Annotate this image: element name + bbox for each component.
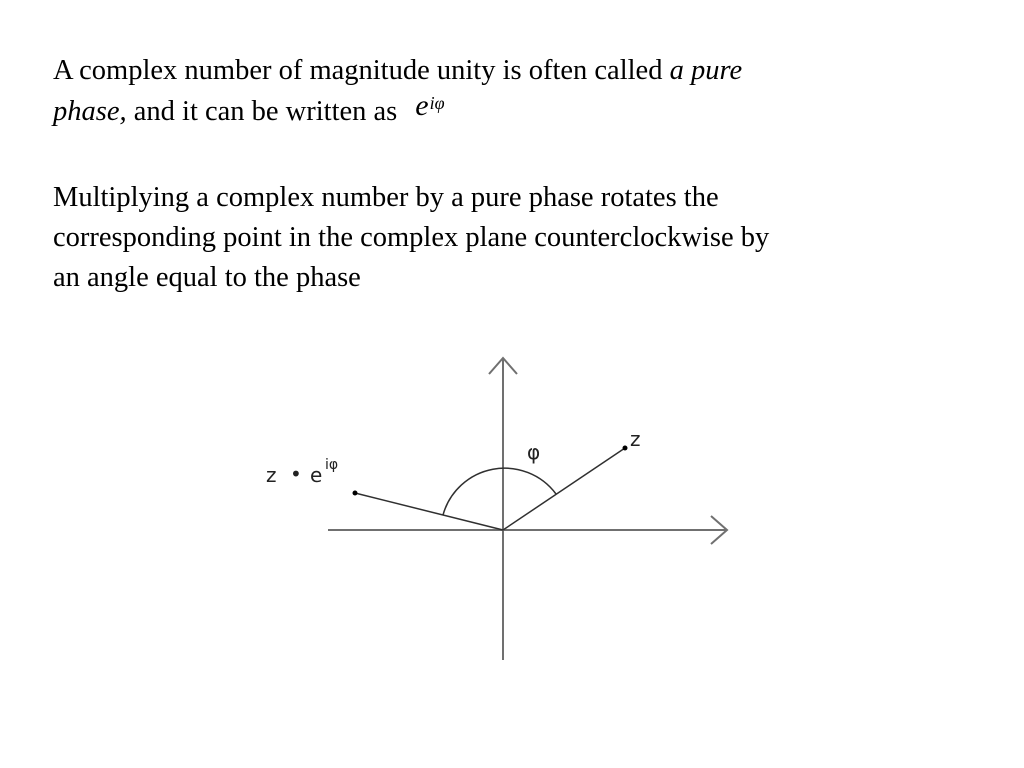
intro-text-start: A complex number of magnitude unity is often called [53, 55, 670, 86]
z-label: z [630, 427, 641, 451]
rotated-vector [355, 493, 503, 530]
z-point [623, 446, 628, 451]
rotated-label-z: z [266, 463, 277, 487]
rotation-line-1: Multiplying a complex number by a pure phase rotates the [53, 182, 719, 213]
rotation-line-3: an angle equal to the phase [53, 262, 361, 293]
z-vector [503, 448, 625, 530]
rotated-point [353, 491, 358, 496]
rotated-label-e: e [310, 463, 323, 487]
rotated-label-exponent: iφ [325, 457, 339, 473]
intro-text-end: and it can be written as [126, 96, 398, 127]
pure-phase-term-1: a pure [669, 55, 743, 86]
angle-arc [443, 468, 556, 515]
rotation-line-2: corresponding point in the complex plane counterclockwise by [53, 222, 770, 253]
formula-base: e [415, 89, 429, 122]
pure-phase-term-2: phase, [53, 96, 127, 127]
angle-label: φ [527, 440, 541, 464]
formula-exponent: iφ [429, 93, 445, 113]
rotated-label-dot: • [290, 462, 302, 486]
